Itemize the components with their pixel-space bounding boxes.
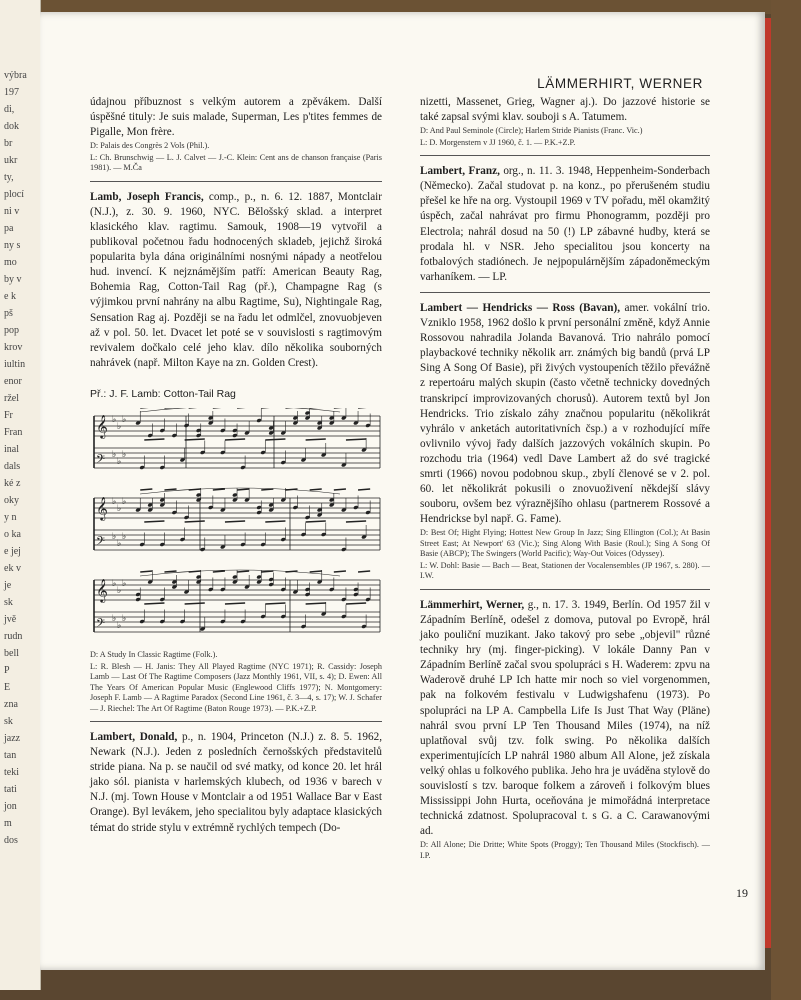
entry-lambert-donald (90, 730, 382, 836)
note-beam (185, 603, 205, 604)
note-beam (358, 489, 370, 490)
prev-page-fragment: dos (4, 835, 18, 846)
note-beam (140, 571, 152, 572)
prev-page-fragment: dok (4, 121, 19, 132)
note-beam (310, 489, 322, 490)
discography-ref: D: And Paul Seminole (Circle); Harlem Stride Pianists (Franc. Vic.) (420, 126, 643, 136)
note-beam (213, 489, 225, 490)
bass-clef: 𝄢 (96, 617, 106, 633)
prev-page-fragment: mo (4, 257, 17, 268)
prev-page-fragment: by v (4, 274, 22, 285)
flat-accidental: ♭ (112, 497, 117, 507)
note-beam (334, 571, 346, 572)
treble-clef: 𝄞 (96, 578, 108, 602)
bass-clef: 𝄢 (96, 535, 106, 551)
treble-clef: 𝄞 (96, 496, 108, 520)
prev-page-fragment: pop (4, 325, 19, 336)
entry-lambert-franz (420, 164, 710, 285)
prev-page-fragment: ržel (4, 393, 19, 404)
note-beam (164, 489, 176, 490)
flat-accidental: ♭ (122, 579, 127, 589)
prev-page-fragment: E (4, 682, 11, 693)
prev-page-fragment: plocí (4, 189, 24, 200)
note-beam (265, 439, 285, 440)
continuation-text: nizetti, Massenet, Grieg, Wagner aj.). Do jazzové historie se také zapsal svými klav. souboji s A. Tatumem. (420, 96, 710, 124)
prev-page-fragment: jvě (4, 614, 17, 625)
prev-page-fragment: ty, (4, 172, 14, 183)
flat-accidental: ♭ (122, 450, 127, 460)
entry-text: amer. vokální trio. Vzniklo 1958, 1962 došlo k první personální změně, když Annie Rossovou nahradila Jolanda Bavanová. Trio nahrálo pomocí playbackové techniky několik arr. známých big bandů (prvá LP Sing A Song Of Basie), při živých vystoupeních těžilo převážně z repertoáru malých skupin (často včetně technicky dovedných transkripcí improvizovaných chorusů). Autorem textů byl Jon Hendricks. Trio získalo záhy značnou popularitu (několikrát vyhrálo v anketách autoritativních čsp.) a v rozhodující míře ovlivnilo vývoj řady dalších jazzových vokálních skupin. Po rozchodu tria (1964) vedl Dave Lambert až do své tragické smrti (1966) novou podobnou skup., zbylí členové se v 2. pol. 60. let několikrát pokusili o znovuoživení někdejší slávy souboru, ovšem bez výraznějšího ohlasu (partnerem Rossové a Hendrickse byl např. G. Fame). (420, 301, 711, 526)
flat-accidental: ♭ (112, 532, 117, 542)
discography-ref: D: A Study In Classic Ragtime (Folk.). (90, 650, 218, 659)
note-beam (237, 489, 249, 490)
prev-page-fragment: ny s (4, 240, 21, 251)
discography-ref: D: Best Of; Hight Flying; Hottest New Group In Jazz; Sing Ellington (Col.); At Basin Street East; At Newport' 63 (Vic.); Sing Along With Basie (Roul.); Sing A Song Of Basie (ABCP); The Swingers (World Pacific); Way-Out Voices (Odyssey). (420, 528, 710, 559)
literature-ref: L: R. Blesh — H. Janis: They All Played Ragtime (NYC 1971); R. Cassidy: Joseph Lamb — Last Of The Ragtime Composers (Jazz Monthly 1961, VII, s. 4); D. Ewen: All The Years Of American Popular Music (Englewood Cliffs 1977); N. Montgomery: Joseph F. Lamb — A Ragtime Paradox (Second Line 1961, č. 3—4, s. 17); W. J. Schafer — J. Riechel: The Art Of Ragtime (Baton Rouge 1973). — P.K.+Z.P. (90, 661, 382, 713)
note-beam (346, 439, 366, 440)
flat-accidental: ♭ (112, 579, 117, 589)
prev-page-fragment: o ka (4, 529, 21, 540)
prev-page-fragment: je (4, 580, 12, 591)
prev-page-fragment: sk (4, 597, 13, 608)
prev-page-fragment: enor (4, 376, 22, 387)
note-beam (310, 571, 322, 572)
music-example-caption: Př.: J. F. Lamb: Cotton-Tail Rag (90, 387, 236, 400)
note-beam (185, 521, 205, 522)
sheet-music-score (90, 408, 382, 644)
prev-page-fragment: Fran (4, 427, 23, 438)
literature-ref: L: D. Morgenstern v JJ 1960, č. 1. — P.K.+Z.P. (420, 137, 576, 147)
entry-divider (420, 155, 710, 156)
prev-page-fragment: inal (4, 444, 19, 455)
entry-text: g., n. 17. 3. 1949, Berlín. Od 1957 žil v Západním Berlíně, odešel z domova, putoval po Evropě, hrál jako pouliční muzikant. Jako takový pro sebe „objevil" různé techniky hry (mj. finger-picking). V lokále Danny Pan v Západním Berlíně začal svou spolupráci s H. Waderem: zpvu na Waderově druhé LP Ich hatte mir noch so viel vorgenommen, pak na folkovém festivalu v Ludwigshafenu (1973). Po spolupráci na LP A. Campbella Life Is Just That Way (Pläne) nahrál svou první LP Ten Thousand Miles (1974), na níž uplatňoval svůj tzv. folk swing. Po několika dalších experimentujících LP nahrál 1980 album All Alone, jež získala velký ohlas u folkového publika. Jeho hra je uváděna stylově do souvislostí s tzv. baroque folkem a zároveň i folkovým blues Mississippi John Hurta, oceňována je mimořádná interpretace technická zdatnost. Spolupracoval t. s G. a C. Carawanovými ad. (420, 598, 711, 838)
prev-page-fragment: krov (4, 342, 23, 353)
book-cover-edge (764, 18, 771, 948)
flat-accidental: ♭ (117, 422, 122, 432)
flat-accidental: ♭ (122, 415, 127, 425)
prev-page-fragment: zna (4, 699, 18, 710)
note-beam (144, 521, 164, 522)
note-beam (261, 489, 273, 490)
prev-page-fragment: bell (4, 648, 19, 659)
running-head: LÄMMERHIRT, WERNER (537, 76, 703, 91)
prev-page-fragment: sk (4, 716, 13, 727)
headword: Lämmerhirt, Werner, (420, 598, 525, 611)
flat-accidental: ♭ (122, 497, 127, 507)
entry-text: p., n. 1904, Princeton (N.J.) z. 8. 5. 1962, Newark (N.J.). Jeden z posledních černošských představitelů stride piana. Na p. se naučil od své matky, od konce 20. let hrál jako sól. pianista v harlemských klubech, od 1936 v barech v N.J. (mj. Town House v Montclair a od 1951 Wallace Bar v East Orange). Byl levákem, jeho specialitou byly adaptace klasických témat do stride stylu v extrémně rychlých tempech (Do- (90, 731, 383, 834)
note-beam (237, 571, 249, 572)
flat-accidental: ♭ (122, 532, 127, 542)
note-beam (346, 521, 366, 522)
page-number: 19 (736, 886, 748, 900)
note-beam (306, 603, 326, 604)
flat-accidental: ♭ (117, 539, 122, 549)
prev-page-fragment: jazz (4, 733, 21, 744)
prev-page-fragment: br (4, 138, 13, 149)
entry-divider (420, 292, 710, 293)
left-column (90, 95, 382, 836)
note-beam (213, 571, 225, 572)
flat-accidental: ♭ (117, 586, 122, 596)
note-beam (225, 603, 245, 604)
literature-ref: L: Ch. Brunschwig — L. J. Calvet — J.-C. Klein: Cent ans de chanson française (Paris 1981). — M.Ča (90, 152, 382, 173)
headword: Lambert, Donald, (90, 731, 178, 743)
prev-page-fragment: ké z (4, 478, 21, 489)
right-column (420, 95, 710, 861)
note-beam (334, 489, 346, 490)
flat-accidental: ♭ (112, 450, 117, 460)
prev-page-fragment: teki (4, 767, 19, 778)
entry-text: comp., p., n. 6. 12. 1887, Montclair (N.J.), z. 30. 9. 1960, NYC. Bělošský sklad. a interpret klasického klav. ragtimu. Samouk, 1908—19 vytvořil a publikoval početnou řadu hodnocených skladeb, jejichž široká popularita byla dána originálními nosnými nápady a neotřelou hud. invencí. K nejznámějším patří: American Beauty Rag, Bohemia Rag, Cotton-Tail Rag (př.), Champagne Rag (s výjimkou první nahrány na albu Ragtime, Su), Nightingale Rag, Sensation Rag aj. Později se na řadu let odmlčel, znovuobjeven až v pol. 50. let. Dvacet let poté se v souvislosti s ragtimovým revivalem dočkalo celé jeho klav. dílo několika souborných nahrávek (např. Milton Kaye na zn. Golden Crest). (90, 190, 382, 369)
prev-page-fragment: ukr (4, 155, 18, 166)
note-beam (144, 603, 164, 604)
flat-accidental: ♭ (112, 415, 117, 425)
prev-page-fragment: e k (4, 291, 16, 302)
note-beam (185, 439, 205, 440)
prev-page-fragment: ni v (4, 206, 20, 217)
prev-page-fragment: tan (4, 750, 17, 761)
entry-text: org., n. 11. 3. 1948, Heppenheim-Sonderbach (Německo). Začal studovat p. na konz., po přerušeném studiu přešel ke hře na org. Vystoupil 1969 v TV pořadu, měl okamžitý úspěch, začal nahrávat pro firmu Phonogramm, později pro Electrola; nahrál dosud na 50 (!) LP zábavné hudby, která se prodala hl. v NSR. Jeho specialitou jsou koncerty na fotbalových stadiónech. Je nejpopulárnějším západoněmeckým varhaníkem. — LP. (420, 165, 711, 283)
prev-page-fragment: Fr (4, 410, 13, 421)
prev-page-fragment: iultin (4, 359, 26, 370)
prev-page-fragment: ek v (4, 563, 21, 574)
continuation-text: údajnou příbuznost s velkým autorem a zpěvákem. Další úspěšné tituly: Je suis malade, Superman, Les p'tites femmes de Pigalle, Mon frère. (90, 96, 382, 139)
note-beam (164, 571, 176, 572)
discography-ref: D: All Alone; Die Dritte; White Spots (Proggy); Ten Thousand Miles (Stockfisch). — I.P. (420, 840, 710, 860)
flat-accidental: ♭ (117, 457, 122, 467)
note-beam (225, 439, 245, 440)
table-surface-right (771, 0, 801, 1000)
note-beam (225, 521, 245, 522)
bass-clef: 𝄢 (96, 453, 106, 469)
note-beam (306, 439, 326, 440)
note-beam (265, 521, 285, 522)
prev-page-fragment: P (4, 665, 10, 676)
prev-page-fragment: výbra (4, 70, 27, 81)
entry-lamb (90, 190, 382, 371)
headword: Lambert, Franz, (420, 165, 500, 178)
flat-accidental: ♭ (112, 614, 117, 624)
note-beam (140, 489, 152, 490)
prev-page-fragment: tati (4, 784, 17, 795)
entry-lambert-hendricks-ross (420, 301, 710, 527)
prev-page-fragment: y n (4, 512, 17, 523)
entry-divider (90, 721, 382, 722)
note-beam (144, 439, 164, 440)
discography-ref: D: Palais des Congrès 2 Vols (Phil.). (90, 141, 210, 151)
headword: Lambert — Hendricks — Ross (Bavan), (420, 301, 621, 314)
prev-page-fragment: oky (4, 495, 19, 506)
prev-page-fragment: pa (4, 223, 14, 234)
prev-page-fragment: di, (4, 104, 15, 115)
prev-page-fragment: e jej (4, 546, 21, 557)
note-beam (261, 571, 273, 572)
note-beam (358, 571, 370, 572)
flat-accidental: ♭ (122, 614, 127, 624)
prev-page-fragment: rudn (4, 631, 23, 642)
prev-page-fragment: 197 (4, 87, 19, 98)
literature-ref: L: W. Dohl: Basie — Bach — Beat, Stationen der Vocalensembles (JP 1967, s. 280). — I.W. (420, 560, 710, 581)
treble-clef: 𝄞 (96, 414, 108, 438)
note-beam (265, 603, 285, 604)
flat-accidental: ♭ (117, 621, 122, 631)
prev-page-fragment: jon (4, 801, 17, 812)
note-beam (306, 521, 326, 522)
prev-page-fragment: pš (4, 308, 13, 319)
headword: Lamb, Joseph Francis, (90, 190, 204, 203)
prev-page-fragment: m (4, 818, 12, 829)
note-beam (346, 603, 366, 604)
flat-accidental: ♭ (117, 504, 122, 514)
entry-divider (90, 181, 382, 182)
entry-divider (420, 589, 710, 590)
entry-lammerhirt (420, 598, 710, 840)
previous-page-edge (0, 0, 41, 990)
prev-page-fragment: dals (4, 461, 21, 472)
